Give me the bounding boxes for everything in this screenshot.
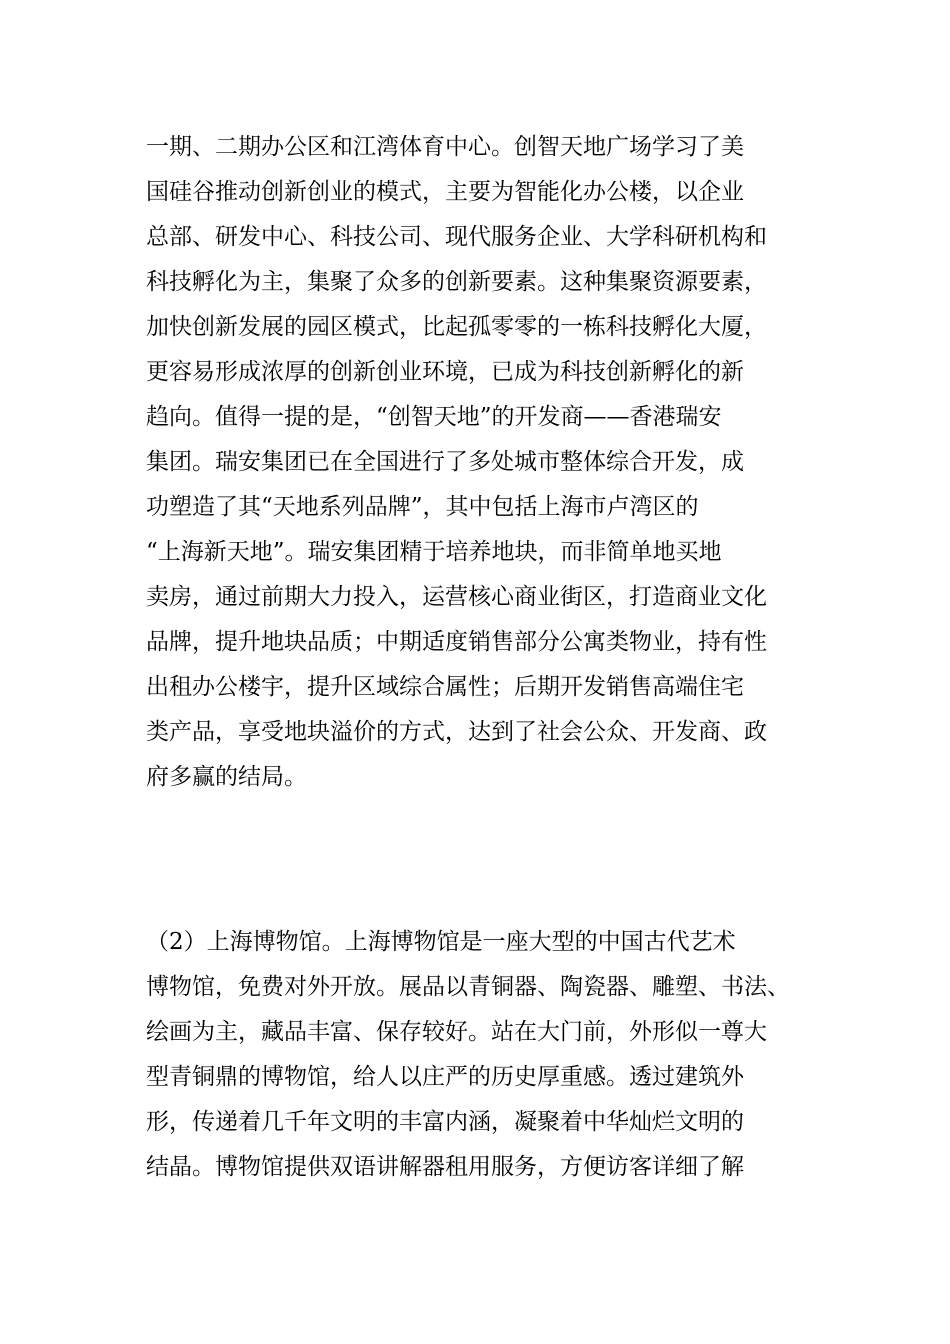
text-line: 国硅谷推动创新创业的模式，主要为智能化办公楼，以企业	[146, 179, 744, 205]
text-line: 品牌，提升地块品质；中期适度销售部分公寓类物业，持有性	[146, 629, 767, 655]
text-line: 科技孵化为主，集聚了众多的创新要素。这种集聚资源要素，	[146, 269, 767, 295]
text-line: 型青铜鼎的博物馆，给人以庄严的历史厚重感。透过建筑外	[146, 1064, 744, 1090]
text-line: 一期、二期办公区和江湾体育中心。创智天地广场学习了美	[146, 134, 744, 160]
text-line: 趋向。值得一提的是，“创智天地”的开发商——香港瑞安	[146, 404, 722, 430]
text-line: （2）上海博物馆。上海博物馆是一座大型的中国古代艺术	[146, 929, 736, 955]
text-line: 府多赢的结局。	[146, 764, 307, 790]
text-line: 结晶。博物馆提供双语讲解器租用服务，方便访客详细了解	[146, 1154, 744, 1180]
text-line: “上海新天地”。瑞安集团精于培养地块，而非简单地买地	[146, 539, 722, 565]
text-line: 博物馆，免费对外开放。展品以青铜器、陶瓷器、雕塑、书法、	[146, 974, 790, 1000]
text-line: 卖房，通过前期大力投入，运营核心商业街区，打造商业文化	[146, 584, 767, 610]
paragraph-chuangzhi-tiandi	[146, 125, 816, 800]
text-line: 形，传递着几千年文明的丰富内涵，凝聚着中华灿烂文明的	[146, 1109, 744, 1135]
text-line: 更容易形成浓厚的创新创业环境，已成为科技创新孵化的新	[146, 359, 744, 385]
paragraph-shanghai-museum	[146, 920, 816, 1190]
text-line: 集团。瑞安集团已在全国进行了多处城市整体综合开发，成	[146, 449, 744, 475]
text-line: 绘画为主，藏品丰富、保存较好。站在大门前，外形似一尊大	[146, 1019, 767, 1045]
text-line: 功塑造了其“天地系列品牌”，其中包括上海市卢湾区的	[146, 494, 699, 520]
text-line: 总部、研发中心、科技公司、现代服务企业、大学科研机构和	[146, 224, 767, 250]
text-line: 类产品，享受地块溢价的方式，达到了社会公众、开发商、政	[146, 719, 767, 745]
text-line: 出租办公楼宇，提升区域综合属性；后期开发销售高端住宅	[146, 674, 744, 700]
text-line: 加快创新发展的园区模式，比起孤零零的一栋科技孵化大厦，	[146, 314, 767, 340]
